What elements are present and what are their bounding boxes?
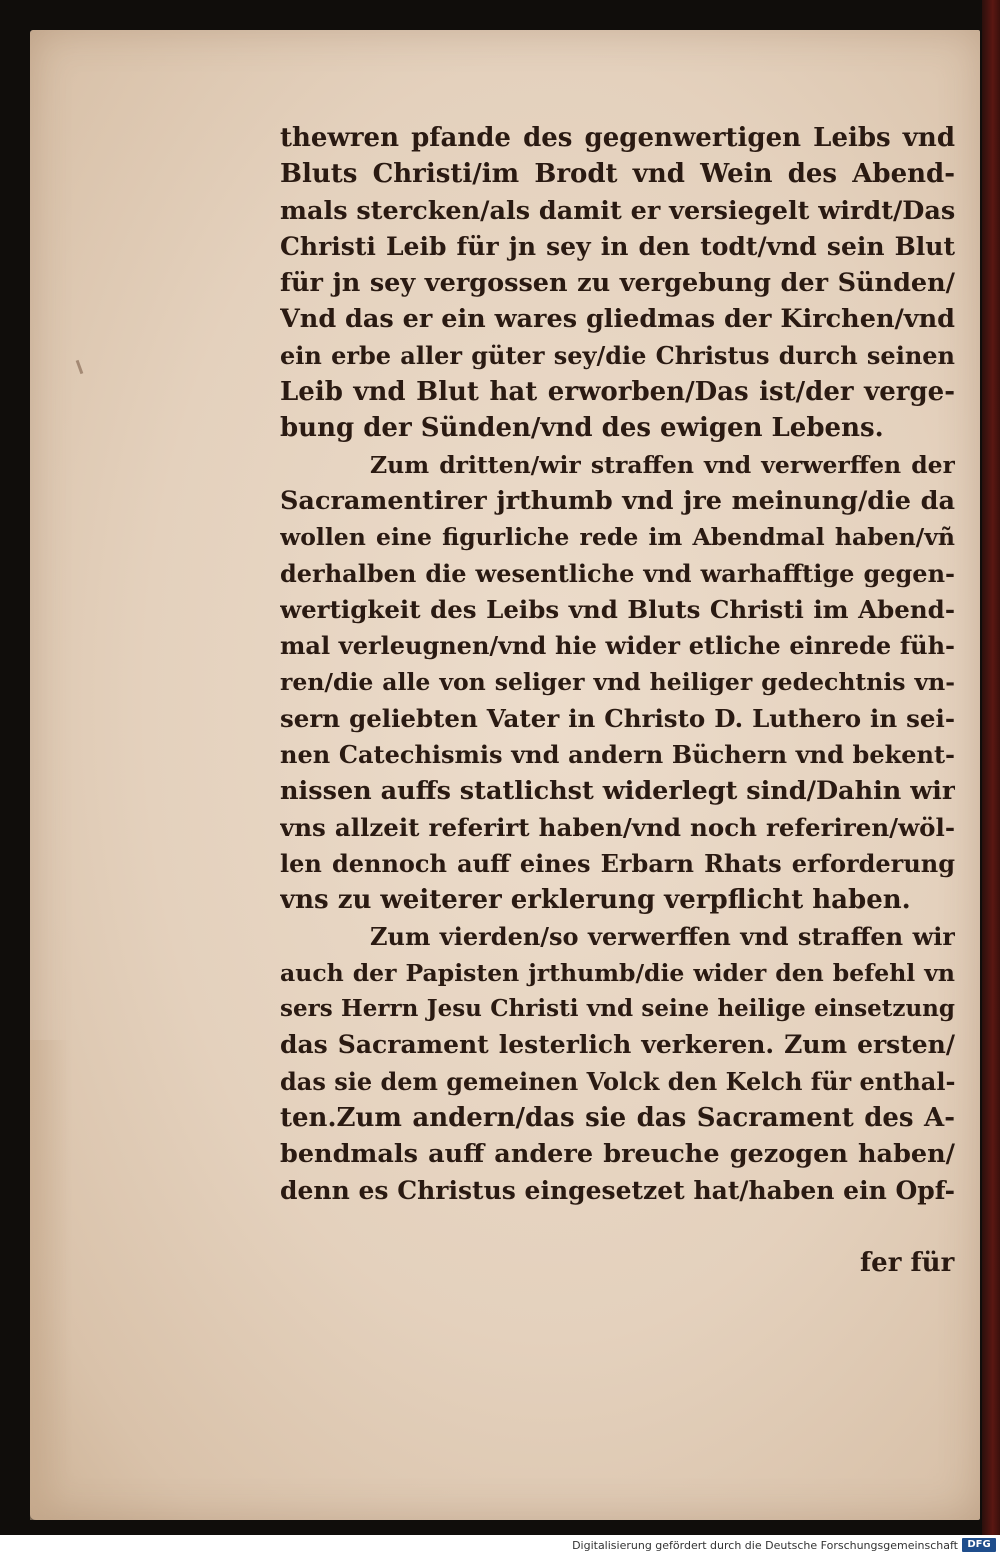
- text-line: bendmals auff andere breuche gezogen haben/: [280, 1139, 955, 1170]
- catchword: fer für: [860, 1248, 955, 1278]
- footer-credit: Digitalisierung gefördert durch die Deutsche Forschungsgemeinschaft: [572, 1539, 958, 1552]
- text-line: thewren pfande des gegenwertigen Leibs vnd: [280, 123, 955, 153]
- text-line: Sacramentirer jrthumb vnd jre meinung/die da: [280, 485, 955, 516]
- text-line: auch der Papisten jrthumb/die wider den befehl vn: [280, 958, 955, 987]
- footer-bar: [0, 1535, 1000, 1554]
- text-line: sern geliebten Vater in Christo D. Luthero in sei-: [280, 703, 955, 733]
- text-line: das sie dem gemeinen Volck den Kelch für enthal-: [280, 1066, 955, 1096]
- text-line: ten.Zum andern/das sie das Sacrament des A-: [280, 1103, 955, 1134]
- text-line: nen Catechismis vnd andern Büchern vnd bekent-: [280, 740, 955, 770]
- text-line: Zum dritten/wir straffen vnd verwerffen der: [370, 450, 955, 479]
- text-line: das Sacrament lesterlich verkeren. Zum ersten/: [280, 1030, 955, 1060]
- dfg-logo-icon: DFG: [962, 1538, 996, 1552]
- text-line: ein erbe aller güter sey/die Christus durch seinen: [280, 340, 955, 370]
- text-line: mal verleugnen/vnd hie wider etliche einrede füh-: [280, 631, 955, 661]
- text-line: sers Herrn Jesu Christi vnd seine heilige einsetzung: [280, 995, 955, 1023]
- text-line: für jn sey vergossen zu vergebung der Sünden/: [280, 268, 955, 299]
- text-line: bung der Sünden/vnd des ewigen Lebens.: [280, 413, 884, 444]
- text-line: mals stercken/als damit er versiegelt wirdt/Das: [280, 195, 955, 226]
- text-line: ren/die alle von seliger vnd heiliger gedechtnis vn-: [280, 668, 955, 697]
- book-cover-edge: [982, 0, 1000, 1535]
- text-line: vns allzeit referirt haben/vnd noch referiren/wöl-: [280, 812, 955, 842]
- text-line: len dennoch auff eines Erbarn Rhats erforderung: [280, 848, 955, 878]
- text-line: derhalben die wesentliche vnd warhafftige gegen-: [280, 558, 955, 588]
- page-text-block: [280, 120, 955, 1209]
- text-line: denn es Christus eingesetzet hat/haben ein Opf-: [280, 1175, 955, 1205]
- text-line: Leib vnd Blut hat erworben/Das ist/der verge-: [280, 377, 955, 408]
- page-worn-edge: [30, 1040, 70, 1520]
- text-line: Vnd das er ein wares gliedmas der Kirchen/vnd: [280, 304, 955, 335]
- text-line: wollen eine figurliche rede im Abendmal haben/vñ: [280, 523, 955, 552]
- text-line: wertigkeit des Leibs vnd Bluts Christi im Abend-: [280, 594, 955, 624]
- text-line: nissen auffs statlichst widerlegt sind/Dahin wir: [280, 776, 955, 807]
- text-line: Zum vierden/so verwerffen vnd straffen wir: [370, 921, 955, 951]
- text-line: Bluts Christi/im Brodt vnd Wein des Abend-: [280, 159, 955, 190]
- text-line: Christi Leib für jn sey in den todt/vnd sein Blut: [280, 231, 955, 261]
- text-line: vns zu weiterer erklerung verpflicht haben.: [280, 885, 911, 916]
